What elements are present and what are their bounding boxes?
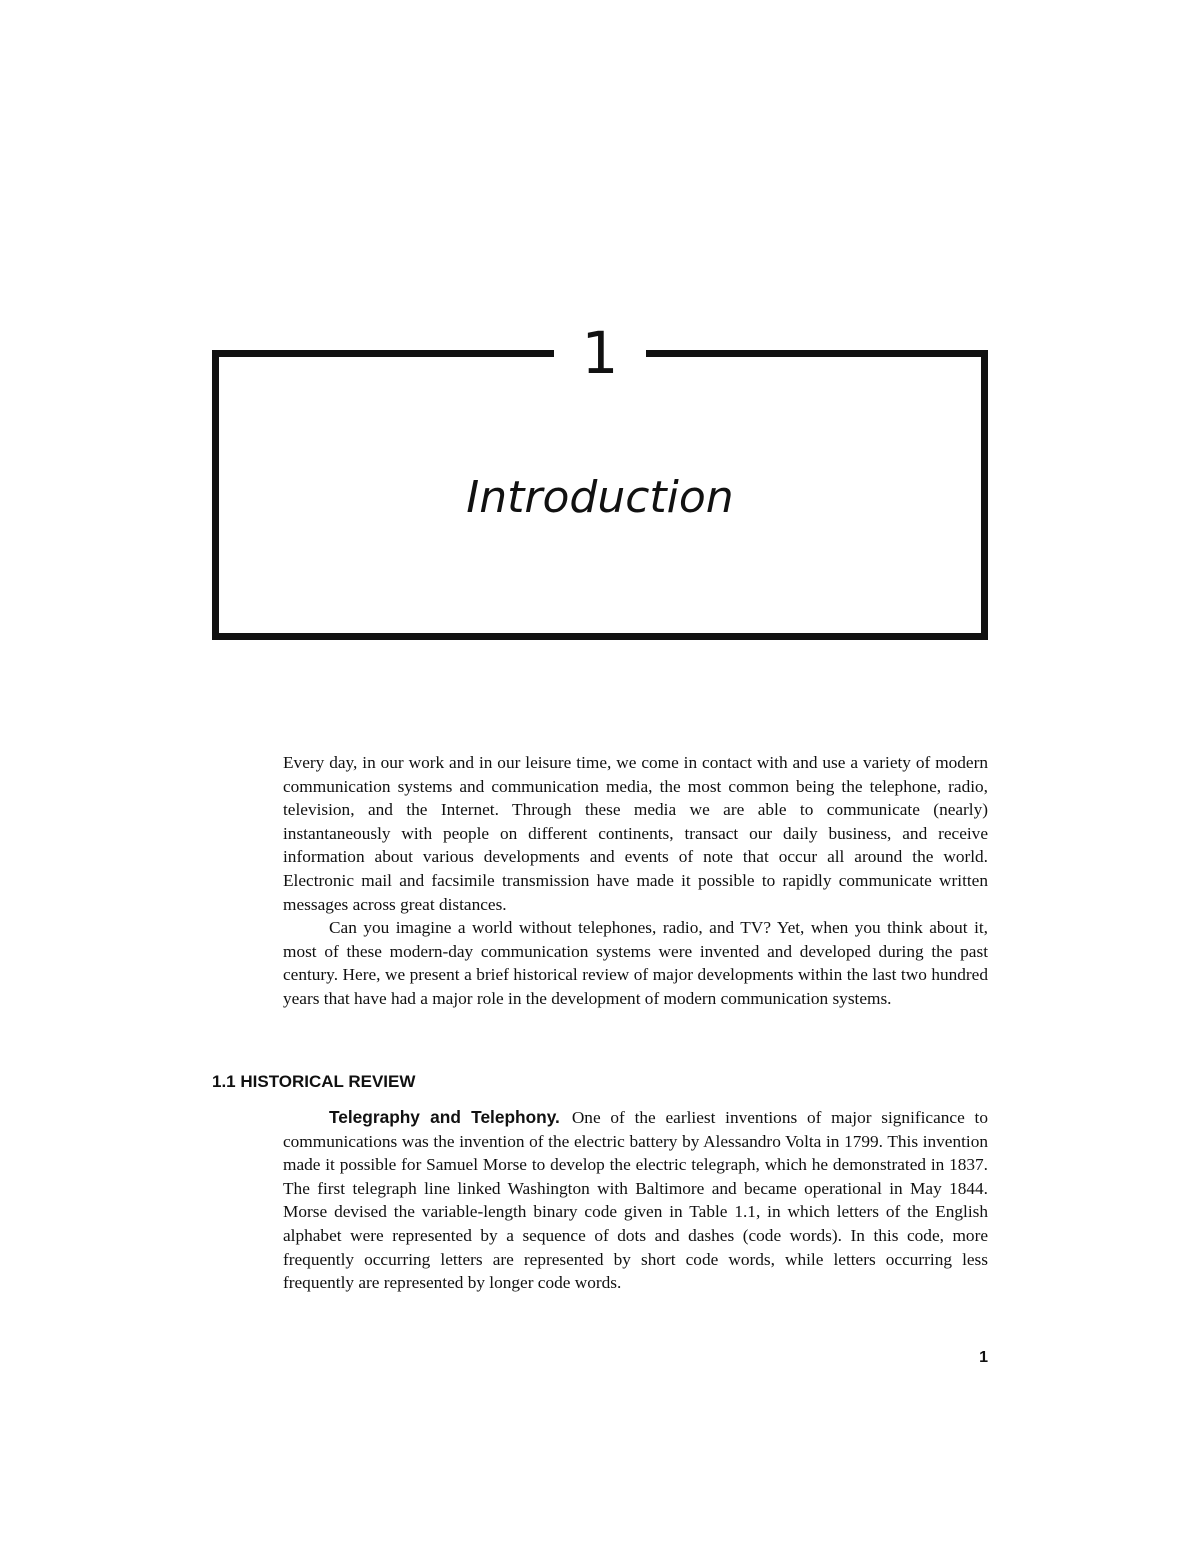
intro-paragraph-2: Can you imagine a world without telephones, radio, and TV? Yet, when you think about it, most of these modern-day communication systems were invented and developed during the past century. Here, we present a brief historical review of major developments within the last two hundred years that have had a major role in the development of modern communication systems.: [283, 918, 988, 1008]
section-heading: 1.1 HISTORICAL REVIEW: [212, 1072, 416, 1091]
section-paragraph: [283, 1106, 988, 1295]
introduction-text: [283, 751, 988, 1011]
chapter-number: 1: [554, 318, 646, 388]
intro-paragraph-1: Every day, in our work and in our leisure time, we come in contact with and use a variety of modern communication systems and communication media, the most common being the telephone, radio, television, and the Internet. Through these media we are able to communicate (nearly) instantaneously with people on different continents, transact our daily business, and receive information about various developments and events of note that occur all around the world. Electronic mail and facsimile transmission have made it possible to rapidly communicate written messages across great distances.: [283, 753, 988, 914]
chapter-title: Introduction: [466, 472, 734, 523]
section-text: [283, 1106, 988, 1295]
run-in-heading: Telegraphy and Telephony.: [329, 1107, 560, 1127]
section-paragraph-text: One of the earliest inventions of major significance to communications was the invention of the electric battery by Alessandro Volta in 1799. This invention made it possible for Samuel Morse to develop the electric telegraph, which he demonstrated in 1837. The first telegraph line linked Washington with Baltimore and became operational in May 1844. Morse devised the variable-length binary code given in Table 1.1, in which letters of the English alphabet were represented by a sequence of dots and dashes (code words). In this code, more frequently occurring letters are represented by short code words, while letters occurring less frequently are represented by longer code words.: [283, 1108, 988, 1293]
page-number: 1: [979, 1349, 988, 1366]
